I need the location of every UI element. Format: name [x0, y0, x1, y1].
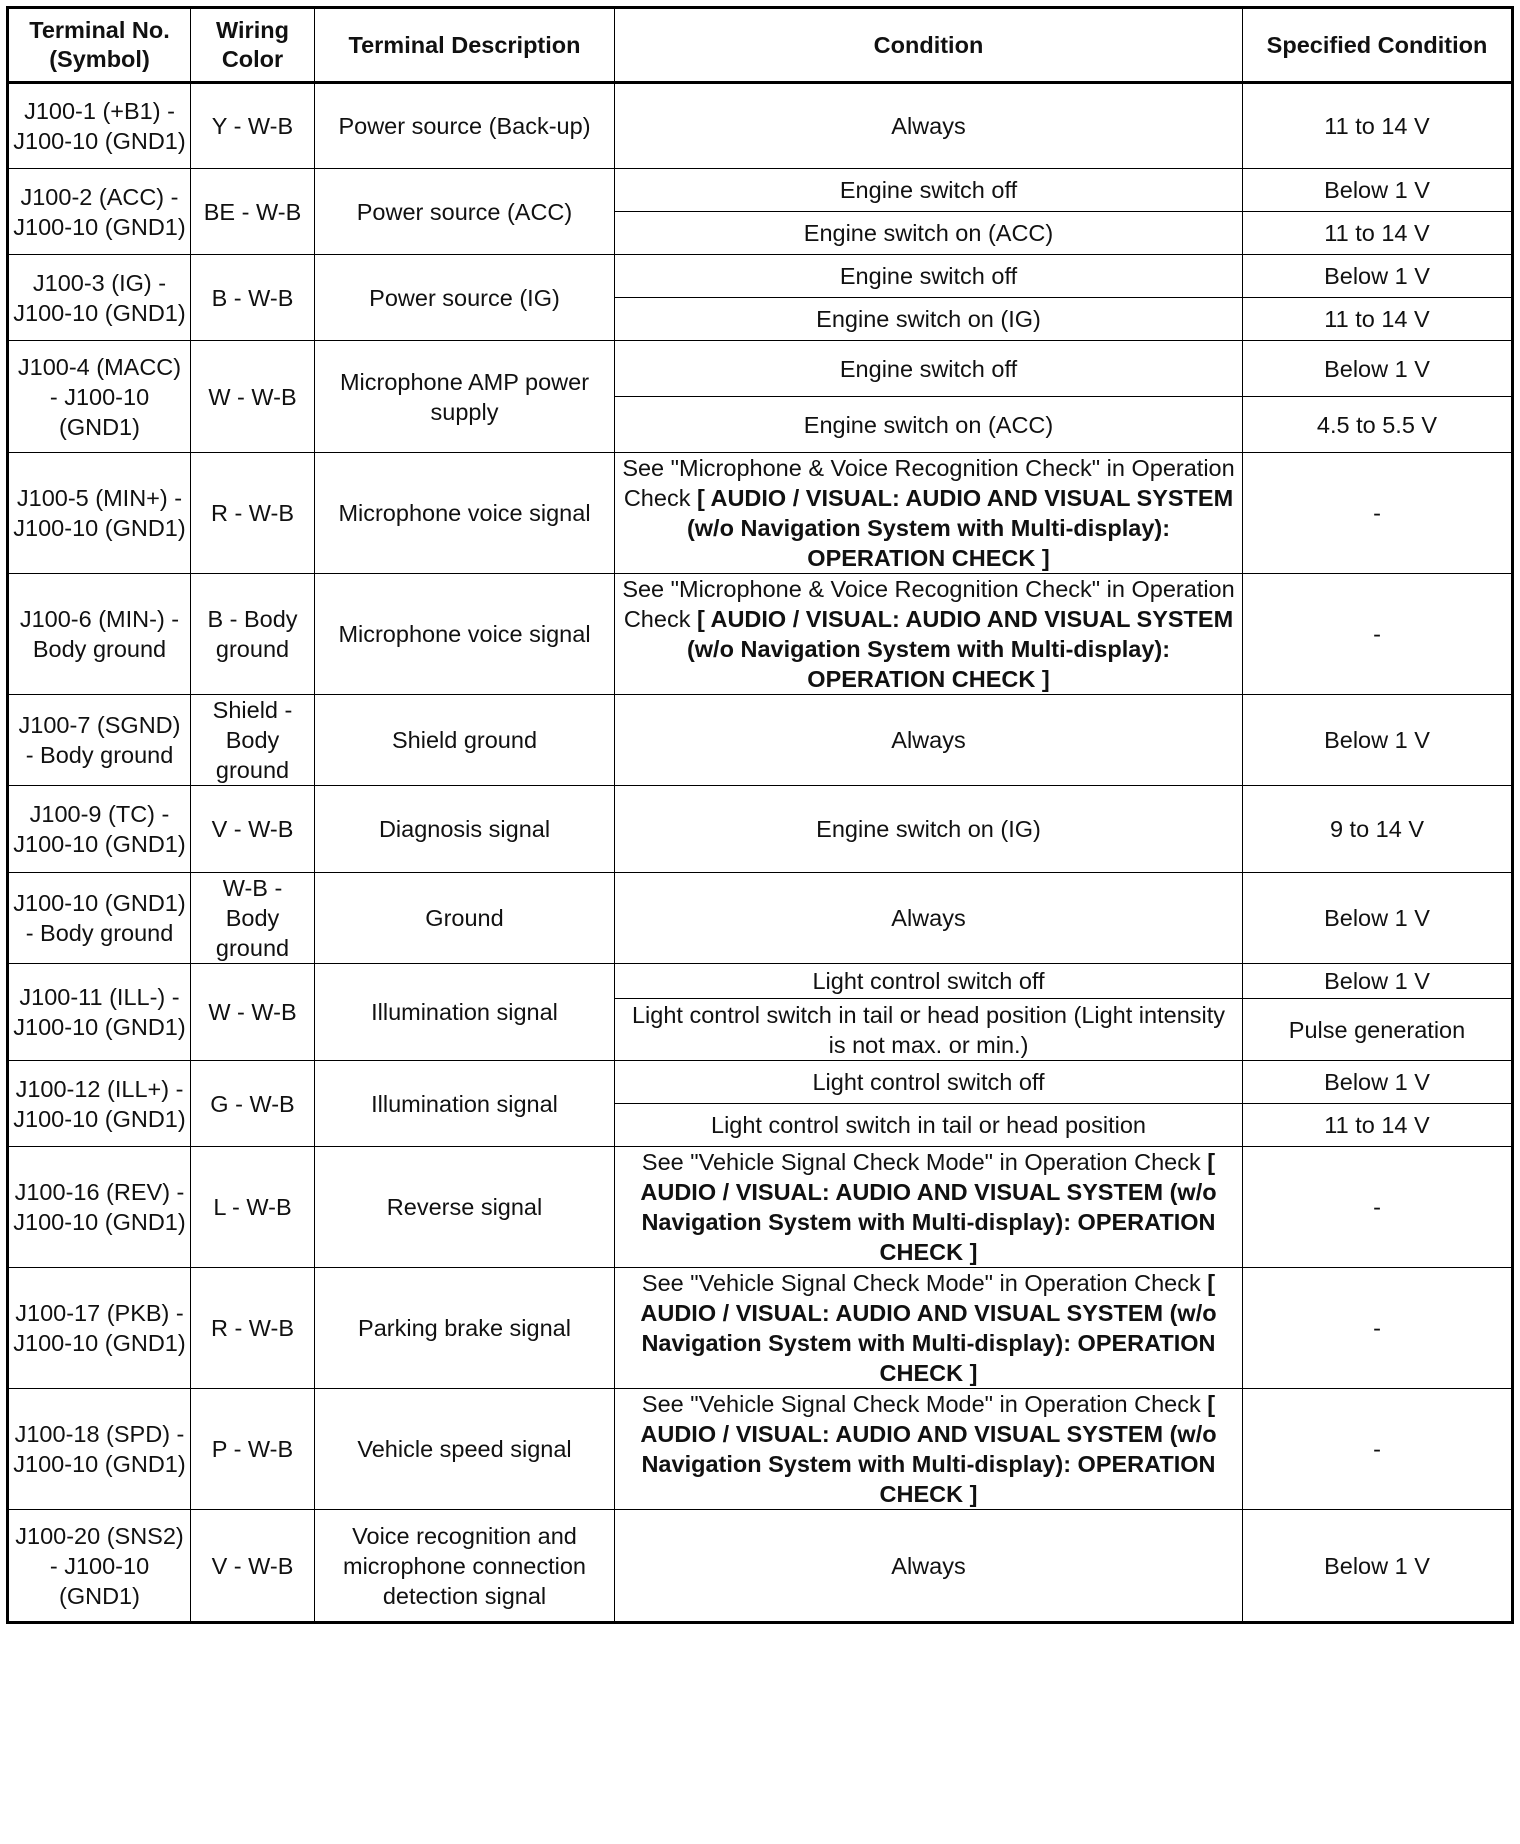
terminal-cell: J100-3 (IG) - J100-10 (GND1) [8, 255, 191, 341]
header-row [8, 8, 1513, 83]
specified-condition-cell: - [1243, 1389, 1513, 1510]
condition-cell [615, 1510, 1243, 1623]
specified-condition-cell: - [1243, 1147, 1513, 1268]
table-row [8, 1061, 1513, 1104]
wiring-color-cell: Shield - Body ground [191, 695, 315, 786]
header-terminal: Terminal No. (Symbol) [8, 8, 191, 83]
terminal-description-cell: Microphone voice signal [315, 574, 615, 695]
specified-condition-cell: 4.5 to 5.5 V [1243, 397, 1513, 453]
wiring-color-cell: R - W-B [191, 1268, 315, 1389]
condition-text: Engine switch on (IG) [816, 816, 1041, 842]
header-wiring-color: Wiring Color [191, 8, 315, 83]
condition-text: Engine switch off [839, 263, 1018, 289]
condition-text: Light control switch off [812, 1069, 1045, 1095]
condition-text: See "Microphone & Voice Recognition Check" in Operation Check [622, 455, 1235, 511]
terminal-cell: J100-16 (REV) - J100-10 (GND1) [8, 1147, 191, 1268]
specified-condition-cell: Below 1 V [1243, 169, 1513, 212]
condition-cell [615, 999, 1243, 1061]
condition-text: Always [891, 113, 966, 139]
condition-text: See "Vehicle Signal Check Mode" in Operation Check [641, 1149, 1201, 1175]
condition-cell [615, 397, 1243, 453]
condition-text: Light control switch in tail or head position [711, 1112, 1146, 1138]
specified-condition-cell: 11 to 14 V [1243, 83, 1513, 169]
condition-cell [615, 1104, 1243, 1147]
table-row [8, 453, 1513, 574]
table-row [8, 1389, 1513, 1510]
specified-condition-cell: 11 to 14 V [1243, 1104, 1513, 1147]
specified-condition-cell: 9 to 14 V [1243, 786, 1513, 873]
operation-check-reference: [ AUDIO / VISUAL: AUDIO AND VISUAL SYSTEM (w/o Navigation System with Multi-display): OPERATION CHECK ] [686, 485, 1234, 571]
condition-cell [615, 1268, 1243, 1389]
condition-cell [615, 169, 1243, 212]
table-row [8, 964, 1513, 999]
table-row [8, 1268, 1513, 1389]
terminal-cell: J100-6 (MIN-) - Body ground [8, 574, 191, 695]
condition-cell [615, 574, 1243, 695]
condition-cell [615, 298, 1243, 341]
terminal-cell: J100-12 (ILL+) - J100-10 (GND1) [8, 1061, 191, 1147]
terminal-description-cell: Power source (IG) [315, 255, 615, 341]
condition-cell [615, 341, 1243, 397]
condition-text: Always [891, 1552, 966, 1579]
table-row [8, 255, 1513, 298]
terminal-description-cell: Vehicle speed signal [315, 1389, 615, 1510]
terminal-cell: J100-11 (ILL-) - J100-10 (GND1) [8, 964, 191, 1061]
wiring-color-cell: G - W-B [191, 1061, 315, 1147]
header-condition: Condition [615, 8, 1243, 83]
wiring-color-cell: P - W-B [191, 1389, 315, 1510]
wiring-color-cell: B - Body ground [191, 574, 315, 695]
terminal-description-cell: Illumination signal [315, 964, 615, 1061]
wiring-color-cell: W - W-B [191, 964, 315, 1061]
condition-cell [615, 453, 1243, 574]
wiring-color-cell: V - W-B [191, 1510, 315, 1623]
specified-condition-cell: Below 1 V [1243, 695, 1513, 786]
wiring-color-cell: W - W-B [191, 341, 315, 453]
wiring-color-cell: B - W-B [191, 255, 315, 341]
condition-text: Light control switch off [812, 968, 1045, 994]
terminal-cell: J100-5 (MIN+) - J100-10 (GND1) [8, 453, 191, 574]
table-row [8, 873, 1513, 964]
terminal-cell: J100-2 (ACC) - J100-10 (GND1) [8, 169, 191, 255]
table-row [8, 695, 1513, 786]
condition-text: Engine switch off [839, 355, 1018, 382]
table-row [8, 169, 1513, 212]
operation-check-reference: [ AUDIO / VISUAL: AUDIO AND VISUAL SYSTEM (w/o Navigation System with Multi-display): OPERATION CHECK ] [640, 1270, 1217, 1386]
condition-text: See "Vehicle Signal Check Mode" in Operation Check [641, 1270, 1201, 1296]
condition-text: Always [891, 727, 966, 753]
table-row [8, 574, 1513, 695]
condition-cell [615, 1147, 1243, 1268]
specified-condition-cell: Below 1 V [1243, 1510, 1513, 1623]
specified-condition-cell: - [1243, 1268, 1513, 1389]
condition-cell [615, 786, 1243, 873]
table-body [8, 83, 1513, 1623]
specified-condition-cell: Pulse generation [1243, 999, 1513, 1061]
terminal-description-cell: Parking brake signal [315, 1268, 615, 1389]
table-row [8, 83, 1513, 169]
condition-cell [615, 212, 1243, 255]
terminal-cell: J100-9 (TC) - J100-10 (GND1) [8, 786, 191, 873]
condition-text: Always [891, 905, 966, 931]
condition-text: Engine switch on (IG) [816, 306, 1041, 332]
table-row [8, 786, 1513, 873]
terminal-description-cell: Microphone AMP power supply [315, 341, 615, 453]
table-row [8, 1510, 1513, 1623]
specified-condition-cell: Below 1 V [1243, 255, 1513, 298]
terminal-spec-table [6, 6, 1514, 1624]
terminal-description-cell: Diagnosis signal [315, 786, 615, 873]
condition-cell [615, 1389, 1243, 1510]
operation-check-reference: [ AUDIO / VISUAL: AUDIO AND VISUAL SYSTEM (w/o Navigation System with Multi-display): OPERATION CHECK ] [640, 1149, 1217, 1265]
operation-check-reference: [ AUDIO / VISUAL: AUDIO AND VISUAL SYSTEM (w/o Navigation System with Multi-display): OPERATION CHECK ] [686, 606, 1234, 692]
condition-text: Light control switch in tail or head position (Light intensity is not max. or min.) [631, 1001, 1226, 1058]
wiring-color-cell: Y - W-B [191, 83, 315, 169]
terminal-cell: J100-1 (+B1) - J100-10 (GND1) [8, 83, 191, 169]
specified-condition-cell: Below 1 V [1243, 1061, 1513, 1104]
terminal-cell: J100-18 (SPD) - J100-10 (GND1) [8, 1389, 191, 1510]
wiring-color-cell: V - W-B [191, 786, 315, 873]
terminal-description-cell: Shield ground [315, 695, 615, 786]
condition-cell [615, 873, 1243, 964]
wiring-color-cell: BE - W-B [191, 169, 315, 255]
terminal-description-cell: Illumination signal [315, 1061, 615, 1147]
specified-condition-cell: 11 to 14 V [1243, 298, 1513, 341]
terminal-description-cell: Ground [315, 873, 615, 964]
specified-condition-cell: - [1243, 453, 1513, 574]
specified-condition-cell: Below 1 V [1243, 873, 1513, 964]
condition-text: Engine switch on (ACC) [803, 411, 1054, 438]
wiring-color-cell: W-B - Body ground [191, 873, 315, 964]
wiring-color-cell: R - W-B [191, 453, 315, 574]
condition-cell [615, 255, 1243, 298]
header-terminal-description: Terminal Description [315, 8, 615, 83]
terminal-spec-table-wrap [6, 6, 1514, 1624]
condition-cell [615, 83, 1243, 169]
specified-condition-cell: Below 1 V [1243, 964, 1513, 999]
terminal-cell: J100-10 (GND1) - Body ground [8, 873, 191, 964]
terminal-description-cell: Voice recognition and microphone connection detection signal [315, 1510, 615, 1623]
condition-cell [615, 964, 1243, 999]
condition-text: See "Vehicle Signal Check Mode" in Operation Check [641, 1391, 1201, 1417]
condition-text: Engine switch off [839, 177, 1018, 203]
terminal-description-cell: Power source (ACC) [315, 169, 615, 255]
terminal-cell: J100-7 (SGND) - Body ground [8, 695, 191, 786]
terminal-cell: J100-20 (SNS2) - J100-10 (GND1) [8, 1510, 191, 1623]
header-specified-condition: Specified Condition [1243, 8, 1513, 83]
table-row [8, 1147, 1513, 1268]
terminal-cell: J100-4 (MACC) - J100-10 (GND1) [8, 341, 191, 453]
condition-cell [615, 1061, 1243, 1104]
condition-text: See "Microphone & Voice Recognition Check" in Operation Check [622, 576, 1235, 632]
operation-check-reference: [ AUDIO / VISUAL: AUDIO AND VISUAL SYSTEM (w/o Navigation System with Multi-display): OPERATION CHECK ] [640, 1391, 1217, 1507]
wiring-color-cell: L - W-B [191, 1147, 315, 1268]
table-row [8, 341, 1513, 397]
condition-text: Engine switch on (ACC) [803, 220, 1054, 246]
terminal-description-cell: Reverse signal [315, 1147, 615, 1268]
terminal-cell: J100-17 (PKB) - J100-10 (GND1) [8, 1268, 191, 1389]
specified-condition-cell: 11 to 14 V [1243, 212, 1513, 255]
specified-condition-cell: - [1243, 574, 1513, 695]
specified-condition-cell: Below 1 V [1243, 341, 1513, 397]
condition-cell [615, 695, 1243, 786]
terminal-description-cell: Microphone voice signal [315, 453, 615, 574]
terminal-description-cell: Power source (Back-up) [315, 83, 615, 169]
